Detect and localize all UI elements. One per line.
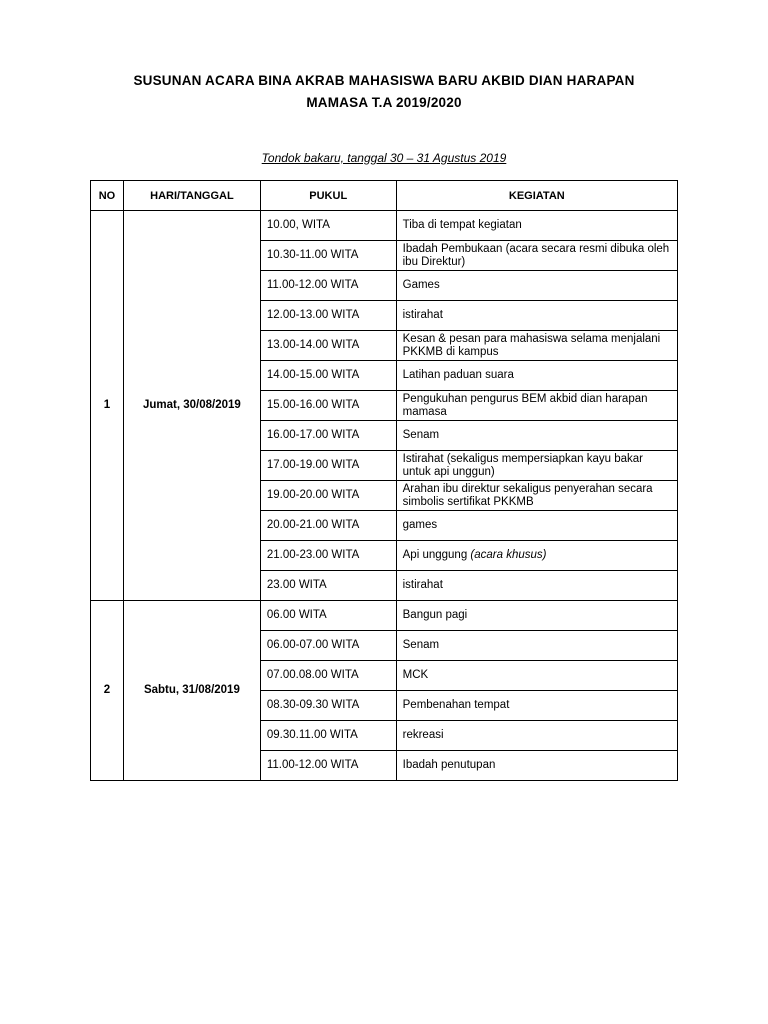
- activity-cell: [396, 481, 677, 511]
- header-activity: KEGIATAN: [396, 181, 677, 211]
- time-cell: 10.30-11.00 WITA: [260, 241, 396, 271]
- activity-cell: [396, 421, 677, 451]
- header-time: PUKUL: [260, 181, 396, 211]
- table-row: [91, 211, 678, 241]
- activity-cell: [396, 301, 677, 331]
- activity-cell: [396, 331, 677, 361]
- time-cell: 11.00-12.00 WITA: [260, 751, 396, 781]
- header-day: HARI/TANGGAL: [123, 181, 260, 211]
- day-number: 1: [91, 211, 124, 601]
- activity-text: Bangun pagi: [402, 609, 468, 621]
- time-cell: 06.00-07.00 WITA: [260, 631, 396, 661]
- activity-text: Games: [402, 279, 440, 291]
- time-cell: 17.00-19.00 WITA: [260, 451, 396, 481]
- time-cell: 10.00, WITA: [260, 211, 396, 241]
- activity-text: Api unggung: [402, 549, 468, 561]
- activity-cell: [396, 691, 677, 721]
- time-cell: 06.00 WITA: [260, 601, 396, 631]
- activity-text: Ibadah Pembukaan (acara secara resmi dibuka oleh ibu Direktur): [402, 242, 670, 268]
- activity-cell: [396, 661, 677, 691]
- time-cell: 16.00-17.00 WITA: [260, 421, 396, 451]
- header-row: [91, 181, 678, 211]
- document-title: [0, 70, 768, 114]
- activity-text: istirahat: [402, 579, 443, 591]
- day-date: Jumat, 30/08/2019: [123, 211, 260, 601]
- activity-text: Senam: [402, 429, 440, 441]
- time-cell: 12.00-13.00 WITA: [260, 301, 396, 331]
- time-cell: 20.00-21.00 WITA: [260, 511, 396, 541]
- activity-text: Tiba di tempat kegiatan: [402, 219, 522, 231]
- activity-cell: [396, 511, 677, 541]
- activity-cell: [396, 631, 677, 661]
- time-cell: 13.00-14.00 WITA: [260, 331, 396, 361]
- activity-cell: [396, 451, 677, 481]
- activity-note: (acara khusus): [470, 549, 547, 561]
- activity-cell: [396, 391, 677, 421]
- activity-cell: [396, 751, 677, 781]
- header-no: NO: [91, 181, 124, 211]
- activity-text: Arahan ibu direktur sekaligus penyerahan secara simbolis sertifikat PKKMB: [402, 482, 653, 508]
- time-cell: 15.00-16.00 WITA: [260, 391, 396, 421]
- schedule-body: [91, 211, 678, 781]
- title-line-2: MAMASA T.A 2019/2020: [306, 95, 462, 110]
- location-date: Tondok bakaru, tanggal 30 – 31 Agustus 2019: [261, 151, 507, 165]
- time-cell: 23.00 WITA: [260, 571, 396, 601]
- schedule-table: [90, 180, 678, 781]
- activity-cell: [396, 241, 677, 271]
- table-row: [91, 601, 678, 631]
- time-cell: 21.00-23.00 WITA: [260, 541, 396, 571]
- activity-cell: [396, 361, 677, 391]
- activity-text: Pengukuhan pengurus BEM akbid dian harapan mamasa: [402, 392, 648, 418]
- activity-cell: [396, 601, 677, 631]
- activity-text: games: [402, 519, 438, 531]
- activity-text: Istirahat (sekaligus mempersiapkan kayu bakar untuk api unggun): [402, 452, 643, 478]
- activity-text: Latihan paduan suara: [402, 369, 514, 381]
- time-cell: 19.00-20.00 WITA: [260, 481, 396, 511]
- time-cell: 11.00-12.00 WITA: [260, 271, 396, 301]
- day-date: Sabtu, 31/08/2019: [123, 601, 260, 781]
- activity-cell: [396, 721, 677, 751]
- title-line-1: SUSUNAN ACARA BINA AKRAB MAHASISWA BARU AKBID DIAN HARAPAN: [133, 73, 635, 88]
- activity-text: Senam: [402, 639, 440, 651]
- time-cell: 08.30-09.30 WITA: [260, 691, 396, 721]
- activity-cell: [396, 211, 677, 241]
- activity-text: istirahat: [402, 309, 443, 321]
- day-number: 2: [91, 601, 124, 781]
- activity-cell: [396, 541, 677, 571]
- activity-text: Kesan & pesan para mahasiswa selama menjalani PKKMB di kampus: [402, 332, 661, 358]
- activity-cell: [396, 571, 677, 601]
- time-cell: 09.30.11.00 WITA: [260, 721, 396, 751]
- activity-text: Ibadah penutupan: [402, 759, 496, 771]
- activity-text: Pembenahan tempat: [402, 699, 510, 711]
- time-cell: 14.00-15.00 WITA: [260, 361, 396, 391]
- activity-cell: [396, 271, 677, 301]
- activity-text: rekreasi: [402, 729, 444, 741]
- activity-text: MCK: [402, 669, 429, 681]
- time-cell: 07.00.08.00 WITA: [260, 661, 396, 691]
